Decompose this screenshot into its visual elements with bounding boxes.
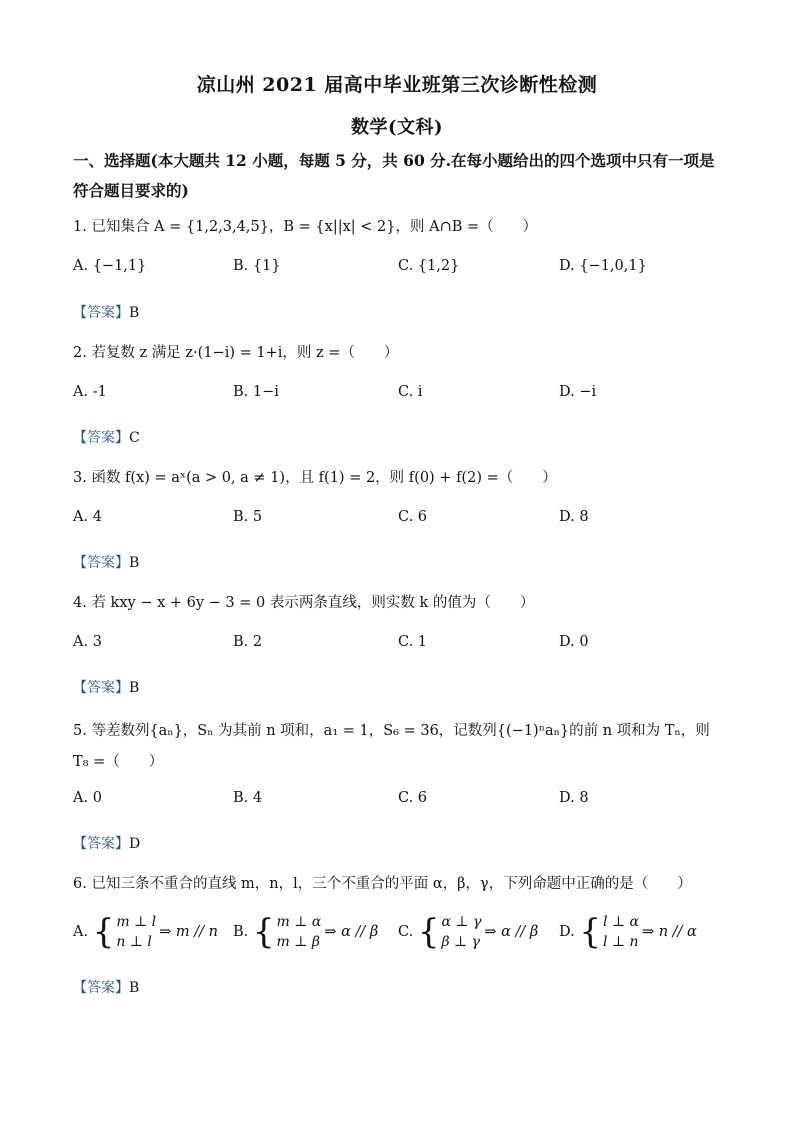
q5-option-d: D. 8: [559, 790, 589, 806]
answer-label: 【答案】: [73, 305, 129, 321]
answer-value: C: [129, 430, 140, 446]
q1-option-a: A. {−1,1}: [73, 258, 147, 274]
answer-value: B: [129, 980, 140, 996]
q3-option-c: C. 6: [398, 509, 428, 525]
equation-system: [253, 912, 378, 952]
question-3-answer: [73, 552, 139, 572]
condition-2: l ⊥ n: [602, 934, 639, 950]
q5-option-a: A. 0: [73, 790, 102, 806]
question-5-stem: 5. 等差数列{aₙ}，Sₙ 为其前 n 项和，a₁ = 1，S₆ = 36，记数列{(−1)ⁿaₙ}的前 n 项和为 Tₙ，则 T₈ =（ ）: [73, 723, 710, 770]
equation-system: [418, 912, 538, 952]
left-brace-icon: {: [252, 912, 275, 952]
question-2-stem: 2. 若复数 z 满足 z·(1−i) = 1+i，则 z =（ ）: [73, 345, 399, 361]
question-5-options: [73, 790, 733, 814]
q3-option-d: D. 8: [559, 509, 589, 525]
left-brace-icon: {: [579, 912, 601, 952]
condition-1: l ⊥ α: [602, 914, 639, 930]
conclusion: ⇒ α // β: [324, 924, 379, 940]
answer-label: 【答案】: [73, 680, 129, 696]
conclusion: ⇒ n // α: [641, 924, 697, 940]
equation-system: [579, 912, 697, 952]
exam-title: 凉山州 2021 届高中毕业班第三次诊断性检测: [196, 74, 598, 96]
q6-option-c: [398, 912, 538, 952]
q1-option-d: D. {−1,0,1}: [559, 258, 647, 274]
question-2-options: [73, 384, 733, 408]
question-3-stem: 3. 函数 f(x) = aˣ(a > 0, a ≠ 1)，且 f(1) = 2，则 f(0) + f(2) =（ ）: [73, 470, 557, 486]
condition-1: m ⊥ l: [116, 914, 157, 930]
q5-option-c: C. 6: [398, 790, 428, 806]
question-3-options: [73, 509, 733, 533]
q6-option-a: [73, 912, 218, 952]
option-letter: D.: [559, 924, 575, 940]
section-heading: 一、选择题(本大题共 12 小题，每题 5 分，共 60 分.在每小题给出的四个选项中只有一项是符合题目要求的): [73, 151, 715, 200]
q6-option-b: [233, 912, 378, 952]
left-brace-icon: {: [417, 912, 440, 952]
q4-option-c: C. 1: [398, 634, 428, 650]
question-1-options: [73, 258, 733, 282]
q3-option-a: A. 4: [73, 509, 102, 525]
exam-subtitle: 数学(文科): [350, 117, 444, 138]
q1-option-b: B. {1}: [233, 258, 281, 274]
question-6-stem: 6. 已知三条不重合的直线 m，n，l，三个不重合的平面 α，β，γ，下列命题中正确的是（ ）: [73, 876, 692, 892]
q5-option-b: B. 4: [233, 790, 263, 806]
answer-label: 【答案】: [73, 980, 129, 996]
conclusion: ⇒ m // n: [159, 924, 219, 940]
answer-value: B: [129, 680, 140, 696]
q2-option-c: C. i: [398, 384, 423, 400]
answer-value: D: [129, 836, 141, 852]
question-6-answer: [73, 977, 139, 997]
answer-label: 【答案】: [73, 430, 129, 446]
q6-option-d: [559, 912, 697, 952]
q4-option-a: A. 3: [73, 634, 102, 650]
q2-option-b: B. 1−i: [233, 384, 279, 400]
answer-value: B: [129, 555, 140, 571]
answer-label: 【答案】: [73, 836, 129, 852]
question-6-options: [73, 912, 733, 958]
condition-1: α ⊥ γ: [441, 914, 482, 930]
conclusion: ⇒ α // β: [484, 924, 539, 940]
option-letter: B.: [233, 924, 249, 940]
q3-option-b: B. 5: [233, 509, 263, 525]
option-letter: C.: [398, 924, 414, 940]
q2-option-d: D. −i: [559, 384, 597, 400]
q4-option-b: B. 2: [233, 634, 263, 650]
q4-option-d: D. 0: [559, 634, 589, 650]
question-4-options: [73, 634, 733, 658]
condition-2: n ⊥ l: [116, 934, 152, 950]
equation-system: [93, 912, 218, 952]
option-letter: A.: [73, 924, 89, 940]
condition-1: m ⊥ α: [276, 914, 322, 930]
question-2-answer: [73, 427, 140, 447]
condition-2: β ⊥ γ: [441, 934, 480, 950]
q1-option-c: C. {1,2}: [398, 258, 460, 274]
answer-label: 【答案】: [73, 555, 129, 571]
answer-value: B: [129, 305, 140, 321]
question-5-answer: [73, 833, 140, 853]
left-brace-icon: {: [92, 912, 115, 952]
condition-2: m ⊥ β: [276, 934, 320, 950]
question-1-stem: 1. 已知集合 A = {1,2,3,4,5}，B = {x||x| < 2}，则 A∩B =（ ）: [73, 219, 538, 235]
q2-option-a: A. -1: [73, 384, 107, 400]
question-4-stem: 4. 若 kxy − x + 6y − 3 = 0 表示两条直线，则实数 k 的值为（ ）: [73, 595, 535, 611]
question-1-answer: [73, 302, 139, 322]
question-4-answer: [73, 677, 139, 697]
